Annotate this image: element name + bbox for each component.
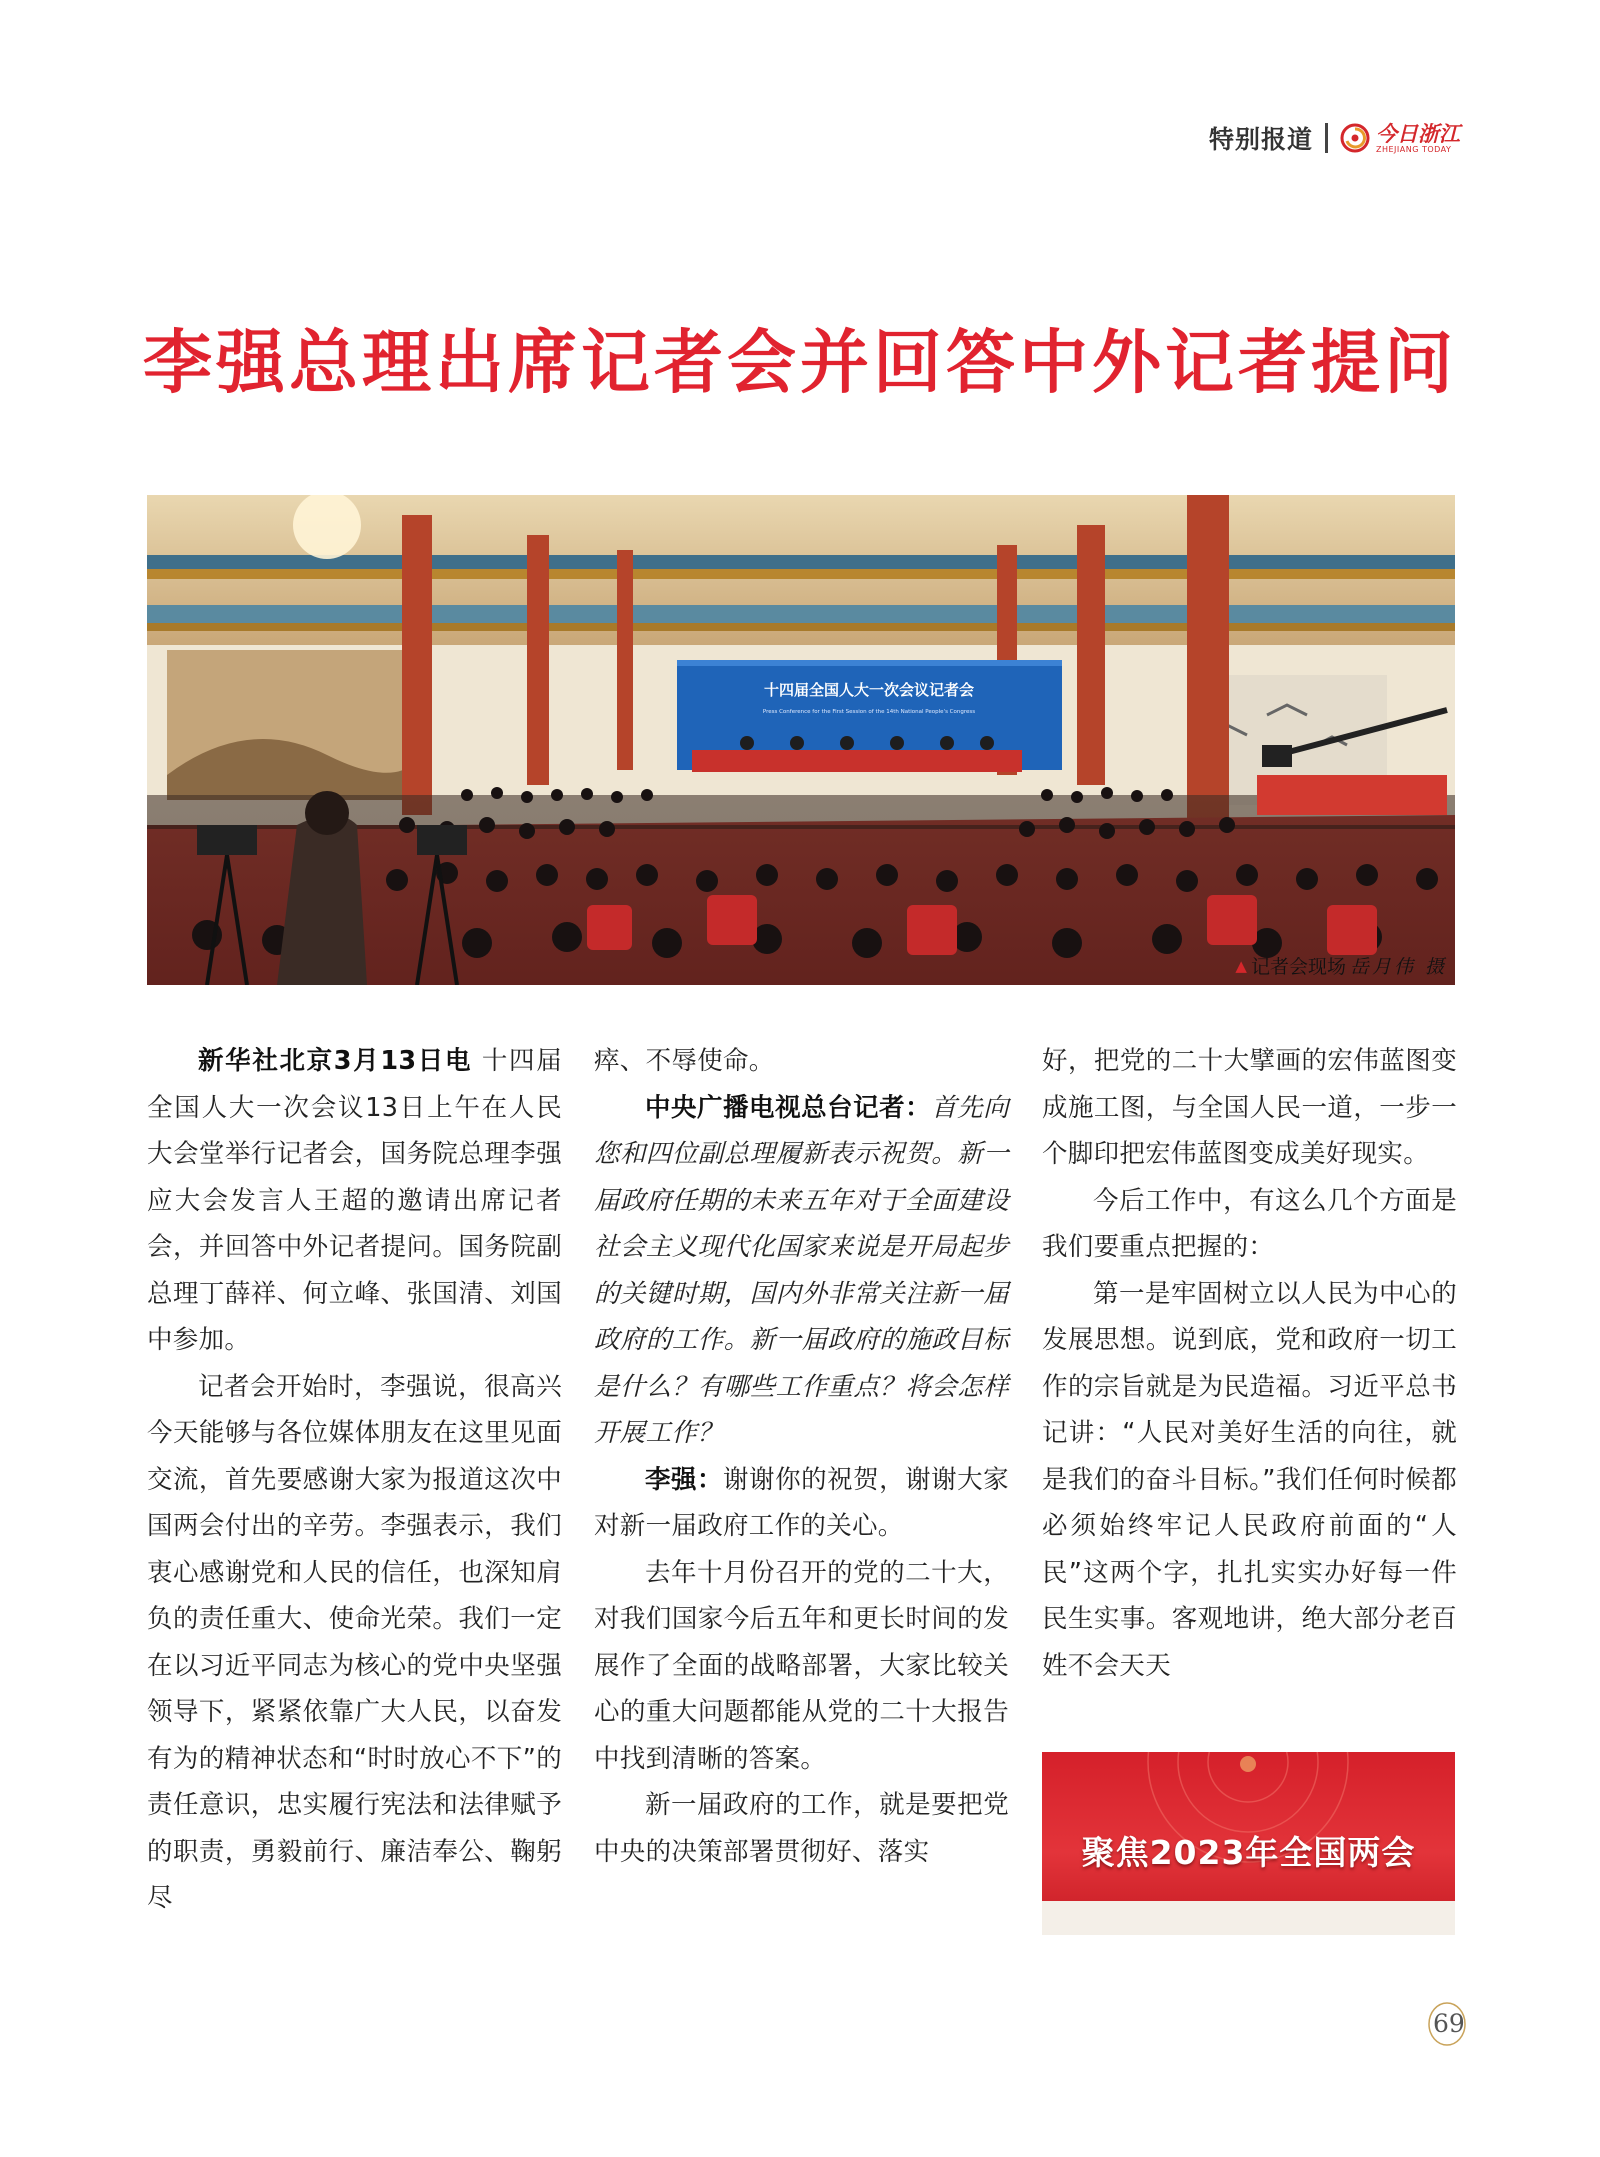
article-column-2 <box>594 1038 1009 1875</box>
section-label: 特别报道 <box>1208 125 1313 154</box>
question-speaker: 中央广播电视总台记者： <box>645 1092 932 1123</box>
paragraph-3: 去年十月份召开的党的二十大，对我们国家今后五年和更长时间的发展作了全面的战略部署，大家比较关心的重大问题都能从党的二十大报告中找到清晰的答案。 <box>594 1557 1009 1774</box>
article-column-3 <box>1042 1038 1457 1689</box>
backdrop-chinese-text: 十四届全国人大一次会议记者会 <box>763 681 975 699</box>
question-text: 首先向您和四位副总理履新表示祝贺。新一届政府任期的未来五年对于全面建设社会主义现代化国家来说是开局起步的关键时期，国内外非常关注新一届政府的工作。新一届政府的施政目标是什么？有哪些工作重点？将会怎样开展工作？ <box>594 1092 1009 1448</box>
banner-bottom-strip <box>1042 1901 1455 1935</box>
banner-title: 聚焦2023年全国两会 <box>1081 1833 1416 1872</box>
article-column-1 <box>147 1038 562 1922</box>
triangle-icon: ▲ <box>1235 956 1247 975</box>
answer-1 <box>594 1457 1009 1550</box>
paragraph-5: 今后工作中，有这么几个方面是我们要重点把握的： <box>1042 1185 1457 1262</box>
publication-logo <box>1340 120 1460 154</box>
answer-speaker: 李强： <box>645 1464 724 1495</box>
paragraph-2: 记者会开始时，李强说，很高兴今天能够与各位媒体朋友在这里见面交流，首先要感谢大家为报道这次中国两会付出的辛劳。李强表示，我们衷心感谢党和人民的信任，也深知肩负的责任重大、使命光荣。我们一定在以习近平同志为核心的党中央坚强领导下，紧紧依靠广大人民，以奋发有为的精神状态和“时时放心不下”的责任意识，忠实履行宪法和法律赋予的职责，勇毅前行、廉洁奉公、鞠躬尽 <box>147 1371 562 1913</box>
caption-text: 记者会现场 <box>1250 956 1346 978</box>
header-divider <box>1325 123 1328 153</box>
paragraph-4-continued: 好，把党的二十大擘画的宏伟蓝图变成施工图，与全国人民一道，一步一个脚印把宏伟蓝图变成美好现实。 <box>1042 1046 1457 1169</box>
article-title: 李强总理出席记者会并回答中外记者提问 <box>143 323 1457 403</box>
photo-illustration <box>147 495 1455 985</box>
answer-text: 谢谢你的祝贺，谢谢大家对新一届政府工作的关心。 <box>594 1464 1009 1541</box>
logo-english-text: ZHEJIANG TODAY <box>1376 144 1452 154</box>
question-1 <box>594 1085 1009 1457</box>
page-header <box>1209 118 1460 158</box>
dateline: 新华社北京3月13日电 <box>198 1046 473 1076</box>
paragraph-6: 第一是牢固树立以人民为中心的发展思想。说到底，党和政府一切工作的宗旨就是为民造福。习近平总书记讲：“人民对美好生活的向往，就是我们的奋斗目标。”我们任何时候都必须始终牢记人民政府前面的“人民”这两个字，扎扎实实办好每一件民生实事。客观地讲，绝大部分老百姓不会天天 <box>1042 1278 1457 1681</box>
swirl-logo-icon <box>1340 123 1370 153</box>
logo-chinese-text: 今日浙江 <box>1376 120 1460 146</box>
paragraph-1 <box>147 1038 562 1364</box>
paragraph-4: 新一届政府的工作，就是要把党中央的决策部署贯彻好、落实 <box>594 1790 1009 1867</box>
paragraph-2-continued: 瘁、不辱使命。 <box>594 1046 775 1076</box>
photo-caption <box>1235 952 1447 979</box>
photo-credit: 岳月伟 摄 <box>1349 956 1447 978</box>
press-conference-photo <box>147 495 1455 985</box>
paragraph-1-text: 十四届全国人大一次会议13日上午在人民大会堂举行记者会，国务院总理李强应大会发言人王超的邀请出席记者会，并回答中外记者提问。国务院副总理丁薛祥、何立峰、张国清、刘国中参加。 <box>147 1046 563 1355</box>
two-sessions-banner <box>1042 1752 1455 1935</box>
page-number: 69 <box>1433 2009 1465 2038</box>
backdrop-english-text: Press Conference for the First Session of the 14th National People's Congress <box>762 709 976 715</box>
